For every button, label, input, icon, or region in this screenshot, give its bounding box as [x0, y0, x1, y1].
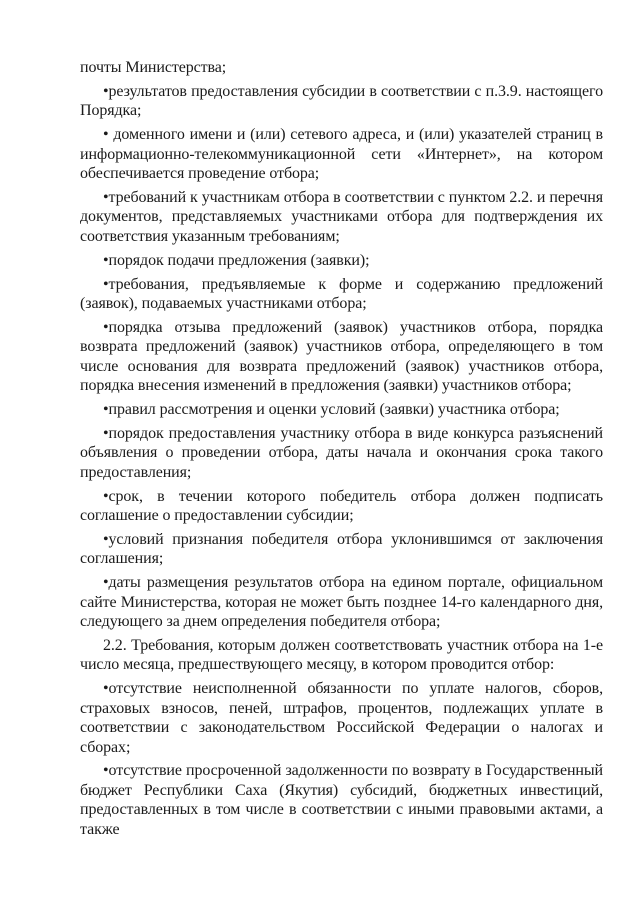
document-paragraph: •отсутствие неисполненной обязанности по уплате налогов, сборов, страховых взносов, пеней, штрафов, процентов, подлежащих уплате в соответствии с законодательством Российской Федерации о налогах и сборах; — [80, 680, 603, 756]
document-body — [80, 58, 603, 844]
document-paragraph: почты Министерства; — [80, 59, 227, 76]
document-paragraph: •результатов предоставления субсидии в соответствии с п.3.9. настоящего Порядка; — [80, 82, 603, 120]
document-paragraph: •порядок подачи предложения (заявки); — [103, 251, 370, 269]
document-paragraph: •даты размещения результатов отбора на едином портале, официальном сайте Министерства, которая не может быть позднее 14-го календарного дня, следующего за днем определения победителя отбора; — [80, 574, 603, 631]
document-paragraph: •отсутствие просроченной задолженности по возврату в Государственный бюджет Республики Саха (Якутия) субсидий, бюджетных инвестиций, предоставленных в том числе в соответствии с иными правовыми актами, а также — [80, 762, 603, 838]
document-paragraph: •правил рассмотрения и оценки условий (заявки) участника отбора; — [103, 401, 560, 418]
document-paragraph: •требования, предъявляемые к форме и содержанию предложений (заявок), подаваемых участниками отбора; — [80, 275, 603, 312]
document-paragraph: •условий признания победителя отбора уклонившимся от заключения соглашения; — [80, 530, 603, 568]
document-paragraph: •срок, в течении которого победитель отбора должен подписать соглашение о предоставлении субсидии; — [80, 487, 603, 525]
document-paragraph: •порядок предоставления участнику отбора в виде конкурса разъяснений объявления о проведении отбора, даты начала и окончания срока такого предоставления; — [80, 424, 603, 481]
document-paragraph: 2.2. Требования, которым должен соответствовать участник отбора на 1-е число месяца, предшествующего месяцу, в котором проводится отбор: — [80, 636, 603, 674]
document-paragraph: •порядка отзыва предложений (заявок) участников отбора, порядка возврата предложений (заявок) участников отбора, определяющего в том числе основания для возврата предложений (заявок) участников отбора, порядка внесения изменений в предложения (заявки) участников отбора; — [80, 318, 603, 395]
document-paragraph: • доменного имени и (или) сетевого адреса, и (или) указателей страниц в информационно-телекоммуникационной сети «Интернет», на котором обеспечивается проведение отбора; — [80, 126, 603, 183]
document-paragraph: •требований к участникам отбора в соответствии с пунктом 2.2. и перечня документов, представляемых участниками отбора для подтверждения их соответствия указанным требованиям; — [80, 188, 603, 245]
